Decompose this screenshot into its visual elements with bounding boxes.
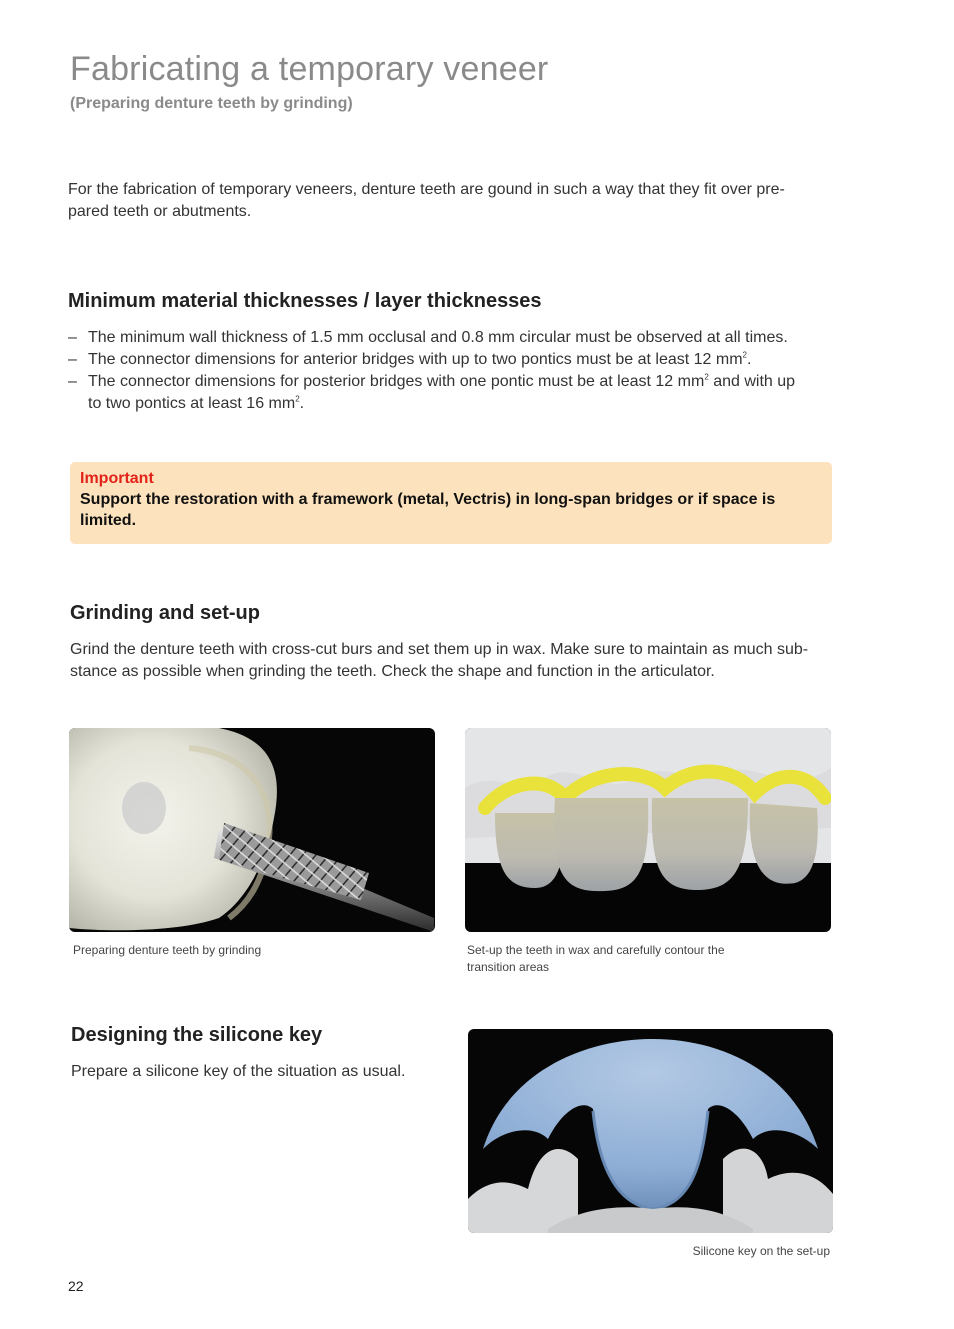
intro-paragraph	[68, 179, 868, 223]
setup-photo-image	[465, 728, 831, 932]
bullet-dash: –	[68, 373, 77, 390]
superscript: 2	[704, 372, 709, 382]
intro-line: For the fabrication of temporary veneers, denture teeth are gound in such a way that they fit over pre-	[68, 181, 785, 198]
silicone-photo	[468, 1029, 833, 1233]
setup-caption-line: Set-up the teeth in wax and carefully contour the	[467, 943, 725, 957]
bullet-dash: –	[68, 329, 77, 346]
grinding-photo	[69, 728, 435, 932]
grinding-photo-image	[69, 728, 435, 932]
bullet-text: The connector dimensions for anterior bridges with up to two pontics must be at least 12 mm	[88, 351, 743, 368]
superscript: 2	[742, 350, 747, 360]
silicone-heading: Designing the silicone key	[71, 1024, 323, 1046]
bullet-text: .	[747, 351, 752, 368]
grinding-paragraph	[70, 639, 870, 683]
bullet-text: The connector dimensions for posterior bridges with one pontic must be at least 12 mm	[88, 373, 705, 390]
setup-caption-line: transition areas	[467, 960, 550, 974]
grinding-caption: Preparing denture teeth by grinding	[73, 943, 262, 957]
important-text: Support the restoration with a framework (metal, Vectris) in long-span bridges or if space is limited.	[80, 491, 776, 529]
silicone-text: Prepare a silicone key of the situation as usual.	[71, 1063, 406, 1080]
list-item	[68, 327, 868, 349]
setup-caption	[467, 942, 725, 976]
thickness-list	[68, 327, 868, 415]
silicone-photo-image	[468, 1029, 833, 1233]
list-item	[68, 349, 868, 371]
bullet-dash: –	[68, 351, 77, 368]
page-subtitle: (Preparing denture teeth by grinding)	[70, 95, 353, 112]
thickness-heading: Minimum material thicknesses / layer thicknesses	[68, 290, 542, 312]
bullet-text: The minimum wall thickness of 1.5 mm occlusal and 0.8 mm circular must be observed at all times.	[88, 329, 788, 346]
grinding-heading: Grinding and set-up	[70, 602, 260, 624]
list-item	[68, 371, 868, 415]
important-label: Important	[80, 470, 154, 487]
setup-photo	[465, 728, 831, 932]
important-notice	[70, 462, 832, 544]
page-title: Fabricating a temporary veneer	[70, 50, 549, 88]
page-number: 22	[68, 1278, 84, 1294]
intro-line: pared teeth or abutments.	[68, 203, 252, 220]
silicone-caption: Silicone key on the set-up	[692, 1244, 830, 1258]
grinding-line: Grind the denture teeth with cross-cut burs and set them up in wax. Make sure to maintain as much sub-	[70, 641, 809, 658]
superscript: 2	[295, 394, 300, 404]
bullet-text: to two pontics at least 16 mm	[88, 395, 296, 412]
grinding-line: stance as possible when grinding the teeth. Check the shape and function in the articulator.	[70, 663, 715, 680]
bullet-text: .	[299, 395, 305, 412]
bullet-text: and with up	[708, 373, 796, 390]
